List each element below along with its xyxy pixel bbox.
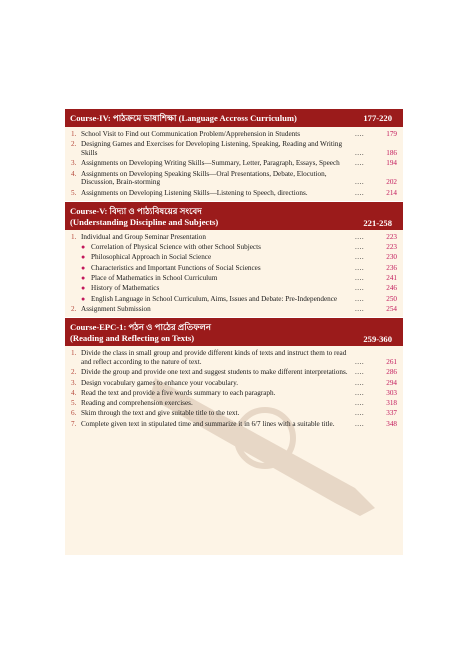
course-iv-header bbox=[65, 108, 403, 127]
page-number: 214 bbox=[386, 188, 397, 197]
list-item: 3. Design vocabulary games to enhance your vocabulary. .... 294 bbox=[71, 378, 397, 387]
list-item: 1. Individual and Group Seminar Presentation .... 223 bbox=[71, 232, 397, 241]
list-item: ● Characteristics and Important Functions of Social Sciences .... 236 bbox=[81, 263, 397, 272]
list-item: ● Philosophical Approach in Social Science .... 230 bbox=[81, 253, 397, 262]
page-number: 223 bbox=[386, 232, 397, 241]
list-item: ● History of Mathematics .... 246 bbox=[81, 284, 397, 293]
course-iv-page-range: 177-220 bbox=[363, 113, 392, 123]
page-number: 246 bbox=[386, 284, 397, 293]
page-number: 202 bbox=[386, 178, 397, 187]
page-number: 250 bbox=[386, 294, 397, 303]
course-epc-1-subtitle: (Reading and Reflecting on Texts) bbox=[70, 333, 195, 344]
page-number: 348 bbox=[386, 419, 397, 428]
list-item: ● Place of Mathematics in School Curriculum .... 241 bbox=[81, 274, 397, 283]
course-v-page-range: 221-258 bbox=[363, 217, 392, 228]
course-v-items bbox=[65, 230, 403, 317]
list-item: 6. Skim through the text and give suitable title to the text. .... 337 bbox=[71, 409, 397, 418]
course-epc-1-title: Course-EPC-1: পঠন ও পাঠের প্রতিফলন bbox=[70, 322, 212, 333]
course-v-title: Course-V: বিদ্যা ও পাঠ্যবিষয়ের সংবেদ bbox=[70, 205, 202, 216]
list-item: 5. Assignments on Developing Listening Skills—Listening to Speech, directions. .... 214 bbox=[71, 188, 397, 197]
list-item: ● Correlation of Physical Science with other School Subjects .... 223 bbox=[81, 243, 397, 252]
course-iv-section bbox=[65, 108, 403, 201]
course-v-subtitle: (Understanding Discipline and Subjects) bbox=[70, 216, 219, 227]
page-number: 241 bbox=[386, 274, 397, 283]
list-item: 2. Divide the group and provide one text and suggest students to make different interpretations. .... 286 bbox=[71, 368, 397, 377]
list-item: 7. Complete given text in stipulated time and summarize it in 6/7 lines with a suitable title. .... 348 bbox=[71, 419, 397, 428]
course-iv-items bbox=[65, 127, 403, 201]
list-item: 1. Divide the class in small group and provide different kinds of texts and instruct them to read and reflect according to the nature of text. .... 261 bbox=[71, 349, 397, 366]
page-number: 223 bbox=[386, 243, 397, 252]
bullet-icon: ● bbox=[81, 274, 86, 283]
course-epc-1-header bbox=[65, 317, 403, 346]
course-v-header bbox=[65, 201, 403, 230]
page-number: 186 bbox=[386, 149, 397, 157]
list-item: 5. Reading and comprehension exercises. .... 318 bbox=[71, 399, 397, 408]
course-v-section bbox=[65, 201, 403, 317]
bullet-icon: ● bbox=[81, 263, 86, 272]
bullet-icon: ● bbox=[81, 253, 86, 262]
page-number: 179 bbox=[386, 130, 397, 138]
list-item: 4. Assignments on Developing Speaking Skills—Oral Presentations, Debate, Elocution, Discussion, Brain-storming .... 202 bbox=[71, 169, 397, 187]
list-item: 4. Read the text and provide a five words summary to each paragraph. .... 303 bbox=[71, 388, 397, 397]
page-number: 230 bbox=[386, 253, 397, 262]
list-item: 1. School Visit to Find out Communication Problem/Apprehension in Students .... 179 bbox=[71, 130, 397, 138]
bullet-icon: ● bbox=[81, 284, 86, 293]
list-item: 2. Assignment Submission .... 254 bbox=[71, 304, 397, 313]
page-number: 194 bbox=[386, 159, 397, 168]
list-item: 3. Assignments on Developing Writing Skills—Summary, Letter, Paragraph, Essays, Speech .... 194 bbox=[71, 159, 397, 168]
page-number: 254 bbox=[386, 304, 397, 313]
course-epc-1-section bbox=[65, 317, 403, 432]
contents-page bbox=[65, 108, 403, 555]
page-number: 261 bbox=[386, 357, 397, 366]
course-epc-1-page-range: 259-360 bbox=[363, 334, 392, 345]
bullet-icon: ● bbox=[81, 243, 86, 252]
course-epc-1-items bbox=[65, 346, 403, 432]
page-number: 318 bbox=[386, 399, 397, 408]
page-number: 303 bbox=[386, 388, 397, 397]
bullet-icon: ● bbox=[81, 294, 86, 303]
page-number: 294 bbox=[386, 378, 397, 387]
page-number: 286 bbox=[386, 368, 397, 377]
list-item: ● English Language in School Curriculum, Aims, Issues and Debate: Pre-Independence .... 250 bbox=[81, 294, 397, 303]
list-item: 2. Designing Games and Exercises for Developing Listening, Speaking, Reading and Writing Skills .... 186 bbox=[71, 140, 397, 157]
page-number: 337 bbox=[386, 409, 397, 418]
course-iv-title: Course-IV: পাঠক্রমে ভাষাশিক্ষা (Language Accross Curriculum) bbox=[70, 112, 297, 123]
page-number: 236 bbox=[386, 263, 397, 272]
